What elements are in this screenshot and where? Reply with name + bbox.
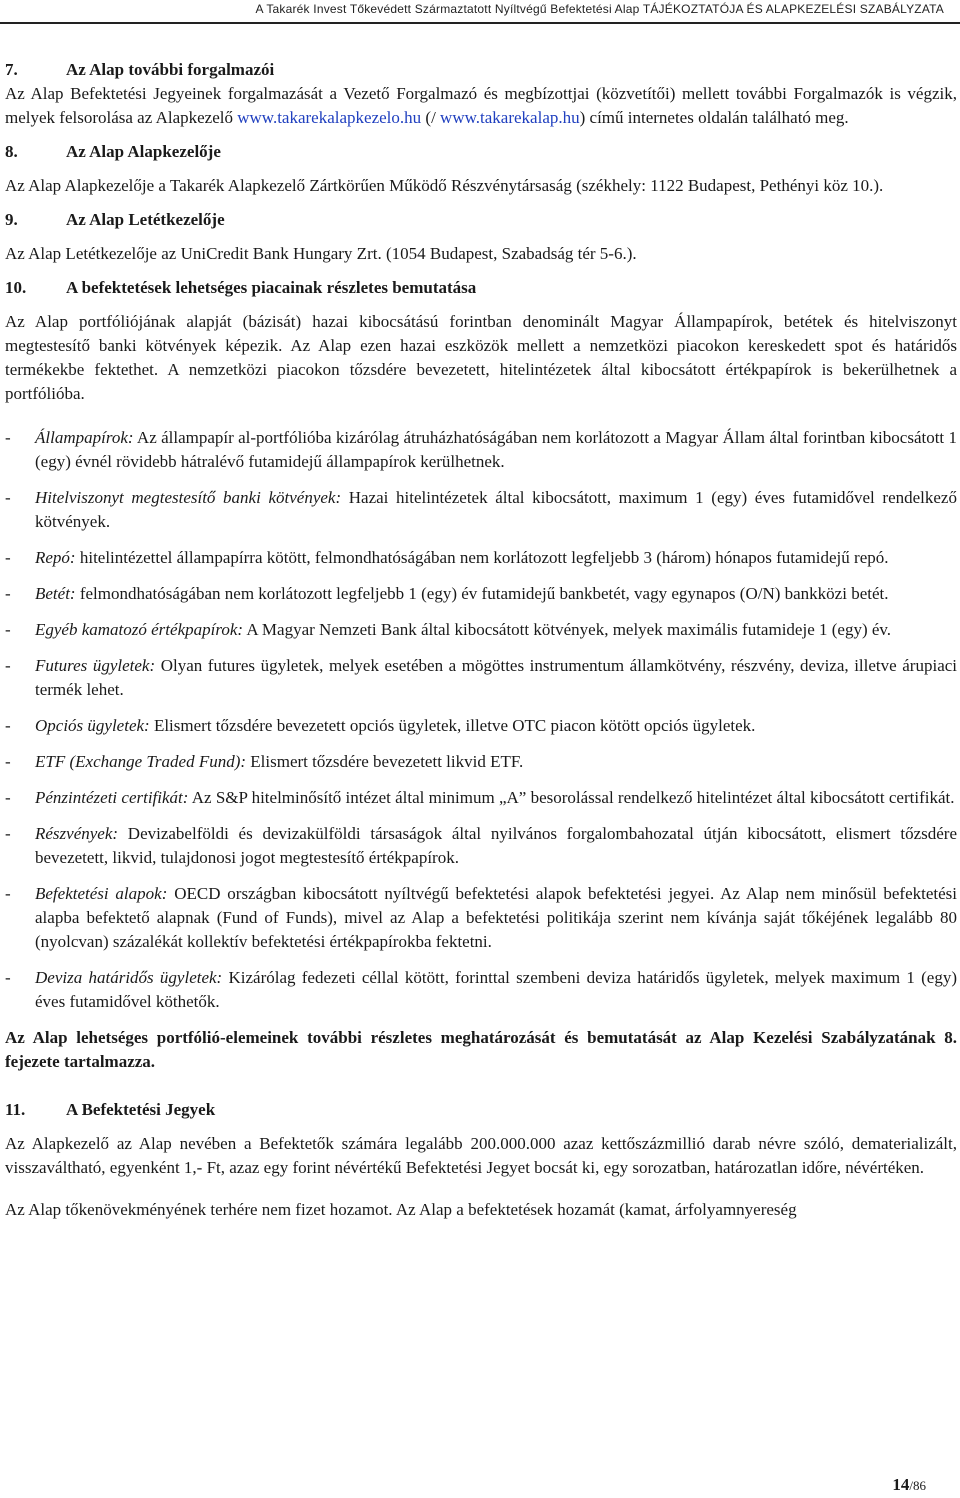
list-item-term: Betét:: [35, 584, 76, 603]
list-item-text: felmondhatóságában nem korlátozott legfeljebb 1 (egy) év futamidejű bankbetét, vagy egynapos (O/N) bankközi betét.: [75, 584, 889, 603]
list-item: [5, 714, 957, 738]
list-item: [5, 546, 957, 570]
list-item: [5, 786, 957, 810]
section-10-closing: Az Alap lehetséges portfólió-elemeinek további részletes meghatározását és bemutatását az Alap Kezelési Szabályzatának 8. fejezete tartalmazza.: [5, 1028, 957, 1071]
list-bullet: -: [5, 824, 11, 843]
section-heading-10: [5, 276, 957, 300]
list-item-term: Hitelviszonyt megtestesítő banki kötvények:: [35, 488, 342, 507]
list-item: [5, 654, 957, 702]
section-title: A befektetések lehetséges piacainak részletes bemutatása: [66, 278, 477, 297]
list-item-text: hitelintézettel állampapírra kötött, felmondhatóságában nem korlátozott legfeljebb 3 (három) hónapos futamidejű repó.: [75, 548, 889, 567]
list-item: [5, 618, 957, 642]
list-bullet: -: [5, 716, 11, 735]
list-item-term: Egyéb kamatozó értékpapírok:: [35, 620, 244, 639]
list-item-term: ETF (Exchange Traded Fund):: [35, 752, 247, 771]
list-item-term: Futures ügyletek:: [35, 656, 156, 675]
list-item-text: Kizárólag fedezeti céllal kötött, forinttal szembeni deviza határidős ügyletek, melyek maximum 1 (egy) éves futamidővel köthetők.: [35, 968, 957, 1011]
list-bullet: -: [5, 656, 11, 675]
list-bullet: -: [5, 968, 11, 987]
list-item: [5, 582, 957, 606]
current-page: 14: [892, 1475, 910, 1494]
section-9-text: Az Alap Letétkezelője az UniCredit Bank Hungary Zrt. (1054 Budapest, Szabadság tér 5-6.).: [5, 244, 637, 263]
section-heading-9: [5, 208, 957, 232]
list-bullet: -: [5, 428, 11, 447]
list-bullet: -: [5, 884, 11, 903]
section-heading-8: [5, 140, 957, 164]
section-heading-7: [5, 58, 957, 82]
list-bullet: -: [5, 584, 11, 603]
list-bullet: -: [5, 788, 11, 807]
list-bullet: -: [5, 488, 11, 507]
text-run: (/: [421, 108, 441, 127]
list-item: [5, 882, 957, 954]
section-number: 7.: [5, 60, 18, 79]
list-item-term: Részvények:: [35, 824, 119, 843]
list-item: [5, 426, 957, 474]
takarekalapkezelo-link[interactable]: www.takarekalapkezelo.hu: [237, 108, 422, 127]
text-run: Az Alap Befektetési Jegyeinek forgalmazását a Vezető Forgalmazó és megbízottjai (közvetítői) mellett további Forgalmazók is végzik, melyek felsorolása az Alapkezelő: [5, 84, 957, 127]
list-item-text: OECD országban kibocsátott nyíltvégű befektetési alapok befektetési jegyei. Az Alap nem minősül befektetési alapba befektető alapnak (Fund of Funds), mivel az Alap a befektetési politikája szerint nem kívánja saját tőkéjének legalább 80 (nyolcvan) százalékát kollektív befektetési értékpapírokba fektetni.: [35, 884, 957, 951]
list-item-text: Elismert tőzsdére bevezetett opciós ügyletek, illetve OTC piacon kötött opciós ügyletek.: [149, 716, 756, 735]
list-bullet: -: [5, 752, 11, 771]
section-title: Az Alap további forgalmazói: [66, 60, 275, 79]
header-divider: [0, 22, 960, 24]
section-heading-11: [5, 1098, 957, 1122]
list-item-term: Állampapírok:: [35, 428, 134, 447]
list-item-text: Devizabelföldi és devizakülföldi társaságok által nyilvános forgalombahozatal útján kibocsátott, elismert tőzsdére bevezetett, likvid, tulajdonosi jogot megtestesítő értékpapírok.: [35, 824, 957, 867]
list-item-text: Az állampapír al-portfólióba kizárólag átruházhatóságában nem korlátozott a Magyar Állam által forintban kibocsátott 1 (egy) évnél rövidebb hátralévő futamidejű állampapírok kerülhetnek.: [35, 428, 957, 471]
list-item-term: Repó:: [35, 548, 76, 567]
list-item-text: A Magyar Nemzeti Bank által kibocsátott kötvények, melyek maximális futamideje 1 (egy) év.: [243, 620, 892, 639]
list-item: [5, 822, 957, 870]
list-item-term: Deviza határidős ügyletek:: [35, 968, 223, 987]
list-item-term: Pénzintézeti certifikát:: [35, 788, 189, 807]
asset-list: [5, 426, 957, 1014]
takarekalap-link[interactable]: www.takarekalap.hu: [440, 108, 580, 127]
document-title: A Takarék Invest Tőkevédett Származtatott Nyíltvégű Befektetési Alap TÁJÉKOZTATÓJA ÉS ALAPKEZELÉSI SZABÁLYZATA: [255, 2, 944, 16]
section-number: 10.: [5, 278, 27, 297]
section-7-text: [5, 82, 957, 130]
section-title: Az Alap Alapkezelője: [66, 142, 221, 161]
section-11-text-1: Az Alapkezelő az Alap nevében a Befektetők számára legalább 200.000.000 azaz kettőszázmillió darab névre szóló, dematerializált, visszaváltható, egyenként 1,- Ft, azaz egy forint névértékű Befektetési Jegyet bocsát ki, egy sorozatban, határozatlan időre, névértéken.: [5, 1134, 957, 1177]
section-title: Az Alap Letétkezelője: [66, 210, 225, 229]
list-item-text: Elismert tőzsdére bevezetett likvid ETF.: [246, 752, 524, 771]
section-10-intro: Az Alap portfóliójának alapját (bázisát) hazai kibocsátású forintban denominált Magyar Állampapírok, betétek és hitelviszonyt megtestesítő banki kötvények képezik. Az Alap ezen hazai eszközök mellett a nemzetközi piacokon kereskedett spot és határidős termékekbe fektethet. A nemzetközi piacokon tőzsdére bevezetett, hitelintézetek által kibocsátott értékpapírok is bekerülhetnek a portfólióba.: [5, 312, 957, 403]
section-number: 9.: [5, 210, 18, 229]
document-body: [5, 58, 957, 1222]
list-bullet: -: [5, 548, 11, 567]
list-item-term: Befektetési alapok:: [35, 884, 168, 903]
list-item-text: Az S&P hitelminősítő intézet által minimum „A” besorolással rendelkező hitelintézet által kibocsátott certifikát.: [188, 788, 955, 807]
list-item: [5, 486, 957, 534]
section-title: A Befektetési Jegyek: [66, 1100, 216, 1119]
list-item: [5, 750, 957, 774]
text-run: ) című internetes oldalán található meg.: [579, 108, 849, 127]
page-header: [0, 0, 960, 30]
list-item: [5, 966, 957, 1014]
page-number: [892, 1475, 926, 1495]
list-item-text: Hazai hitelintézetek által kibocsátott, maximum 1 (egy) éves futamidővel rendelkező kötvények.: [35, 488, 957, 531]
section-11-text-2: Az Alap tőkenövekményének terhére nem fizet hozamot. Az Alap a befektetések hozamát (kamat, árfolyamnyereség: [5, 1200, 797, 1219]
list-bullet: -: [5, 620, 11, 639]
list-item-term: Opciós ügyletek:: [35, 716, 150, 735]
total-pages: /86: [909, 1478, 926, 1493]
section-number: 8.: [5, 142, 18, 161]
list-item-text: Olyan futures ügyletek, melyek esetében a mögöttes instrumentum államkötvény, részvény, deviza, illetve árupiaci termék lehet.: [35, 656, 958, 699]
section-number: 11.: [5, 1100, 26, 1119]
section-8-text: Az Alap Alapkezelője a Takarék Alapkezelő Zártkörűen Működő Részvénytársaság (székhely: 1122 Budapest, Pethényi köz 10.).: [5, 176, 884, 195]
